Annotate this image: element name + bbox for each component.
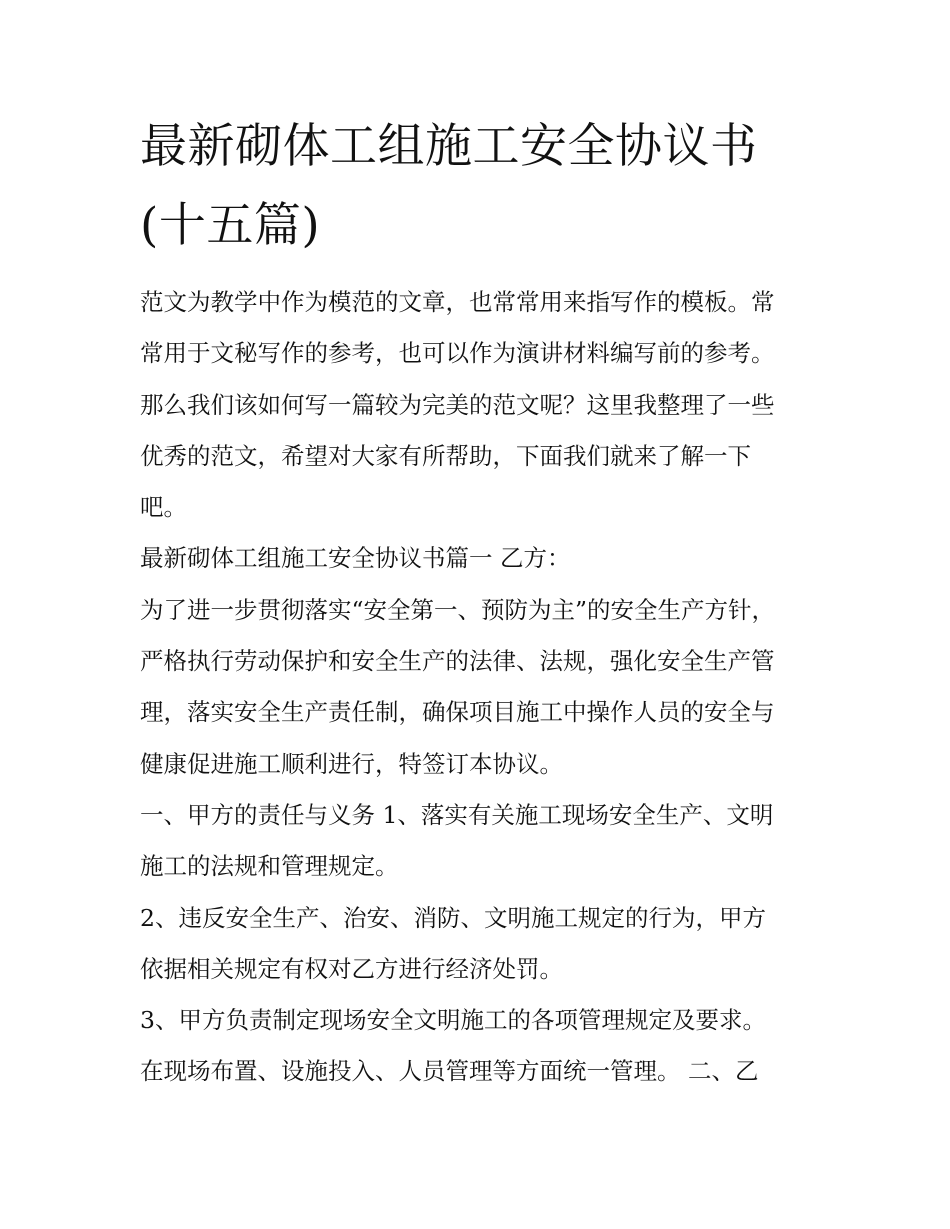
body-line: 一、甲方的责任与义务 1、落实有关施工现场安全生产、文明 xyxy=(140,800,774,829)
document-body xyxy=(140,277,820,1098)
body-line: 那么我们该如何写一篇较为完美的范文呢？这里我整理了一些 xyxy=(140,390,775,419)
body-line: 依据相关规定有权对乙方进行经济处罚。 xyxy=(140,954,563,983)
document-title-line-2: (十五篇) xyxy=(140,198,321,253)
body-line: 理，落实安全生产责任制，确保项目施工中操作人员的安全与 xyxy=(140,698,775,727)
body-line: 3、甲方负责制定现场安全文明施工的各项管理规定及要求。 xyxy=(140,1006,766,1035)
body-line: 2、违反安全生产、治安、消防、文明施工规定的行为，甲方 xyxy=(140,903,766,932)
body-line: 优秀的范文，希望对大家有所帮助，下面我们就来了解一下 xyxy=(140,441,751,470)
section-heading-line: 最新砌体工组施工安全协议书篇一 乙方： xyxy=(140,544,571,573)
body-line: 吧。 xyxy=(140,493,187,522)
body-line: 施工的法规和管理规定。 xyxy=(140,852,399,881)
document-title-line-1: 最新砌体工组施工安全协议书 xyxy=(140,119,758,174)
body-line: 健康促进施工顺利进行，特签订本协议。 xyxy=(140,749,563,778)
body-line: 在现场布置、设施投入、人员管理等方面统一管理。 二、乙 xyxy=(140,1057,759,1086)
body-line: 常用于文秘写作的参考，也可以作为演讲材料编写前的参考。 xyxy=(140,339,775,368)
body-line: 为了进一步贯彻落实“安全第一、预防为主”的安全生产方针， xyxy=(140,595,776,624)
body-line: 范文为教学中作为模范的文章，也常常用来指写作的模板。常 xyxy=(140,288,775,316)
body-line: 严格执行劳动保护和安全生产的法律、法规，强化安全生产管 xyxy=(140,647,775,676)
